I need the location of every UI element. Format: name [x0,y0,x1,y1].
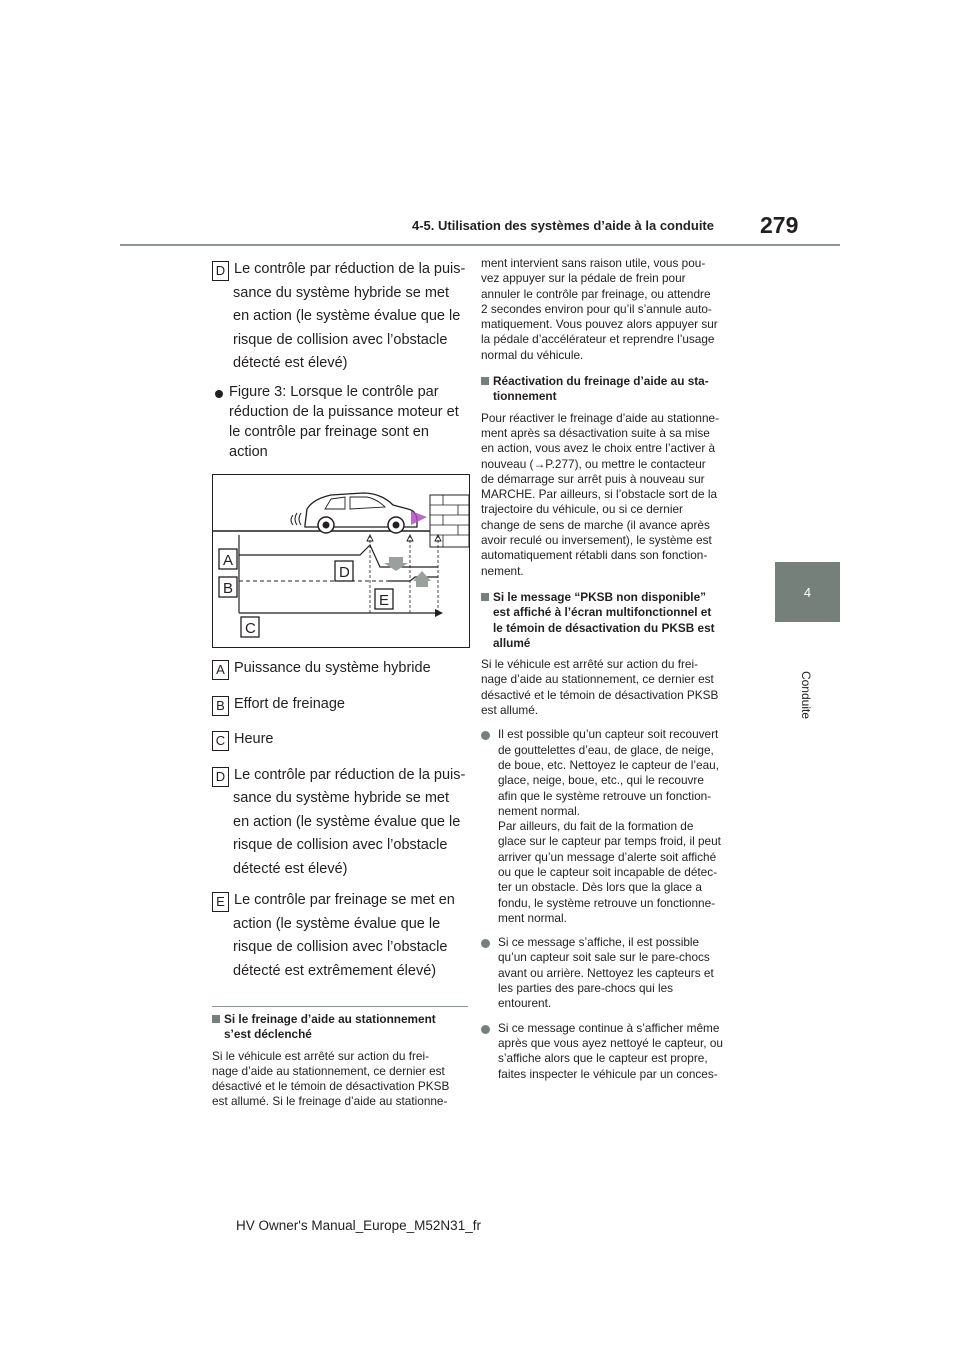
sensor-wave-icon [411,511,427,525]
body-line: est allumé. Si le freinage d’aide au stationne- [212,1094,448,1109]
letter-box-d: D [212,767,229,787]
body-line: vez appuyer sur la pédale de frein pour [481,271,686,286]
body-line: nage d’aide au stationnement, ce dernier est [212,1063,445,1078]
pksb-control-figure [212,474,470,648]
figure-label-e: E [379,592,390,609]
body-line: change de sens de marche (il avance après [481,517,710,532]
body-line: annuler le contrôle par freinage, ou attendre [481,286,711,301]
list-item [481,727,751,926]
footer-text: HV Owner's Manual_Europe_M52N31_fr [236,1218,481,1233]
body-line: avant ou arrière. Nettoyez les capteurs et [498,965,714,980]
body-line: en action, vous avez le choix entre l’activer à [481,441,716,456]
header-rule [120,244,840,246]
body-line: glace sur le capteur par temps froid, il peut [498,834,721,849]
legend-text-a: Puissance du système hybride [234,660,431,676]
body-line: ment après sa désactivation suite à sa mise [481,425,710,440]
body-line: nouveau (→P.277), ou mettre le contacteur [481,456,706,471]
body-line: de boue, etc. Nettoyez le capteur de l’eau, [498,757,720,772]
body-line: Si le véhicule est arrêté sur action du frei- [212,1048,430,1063]
heading-line: le témoin de désactivation du PKSB est [493,620,715,635]
body-line: entourent. [498,996,552,1011]
body-line: nage d’aide au stationnement, ce dernier est [481,672,714,687]
up-arrow-icon [413,571,431,587]
body-line: Par ailleurs, du fait de la formation de [498,819,694,834]
heading-line: s’est déclenché [224,1027,312,1042]
bullet-dot [215,390,223,398]
legend-line-d: risque de collision avec l’obstacle [233,837,448,853]
body-line: nement. [481,563,524,578]
body-line: les parties des pare-chocs qui les [498,981,674,996]
figure-illustration [213,475,469,647]
legend-line-e: détecté est extrêmement élevé) [233,962,437,979]
body-line: afin que le système retrouve un fonction- [498,788,712,803]
heading-line: Réactivation du freinage d’aide au sta- [493,374,709,389]
letter-box-c: C [212,731,229,751]
right-column [481,256,751,1082]
chapter-tab [775,562,840,622]
body-line: ment intervient sans raison utile, vous pou- [481,256,706,270]
body-line: matiquement. Vous pouvez alors appuyer sur [481,317,718,332]
body-line: s’affiche alors que le capteur est propre, [498,1051,708,1066]
top-item-d [212,258,472,376]
letter-box-b: B [212,696,229,716]
body-line: Pour réactiver le freinage d’aide au stationne- [481,410,720,425]
legend-line-e: Le contrôle par freinage se met en [234,892,455,908]
letter-box-e: E [212,892,229,912]
caption-line: le contrôle par freinage sont en [229,424,429,440]
body-line: MARCHE. Par ailleurs, si l’obstacle sort de la [481,487,718,502]
body-line: normal du véhicule. [481,347,584,362]
car-icon [305,493,417,533]
body-line: de démarrage sur arrêt puis à nouveau sur [481,471,705,486]
body-line: désactivé et le témoin de désactivation PKSB [481,687,719,702]
heading-line: Si le freinage d’aide au stationnement [224,1012,436,1026]
body-line: Si ce message s’affiche, il est possible [498,935,700,950]
top-item-line: détecté est élevé) [233,355,348,371]
body-line: de gouttelettes d’eau, de glace, de neige, [498,742,714,757]
figure-label-d: D [339,564,350,581]
letter-box-a: A [212,660,229,680]
square-bullet-icon [212,1015,220,1023]
legend-line-d: détecté est élevé) [233,860,348,877]
legend-line-e: action (le système évalue que le [233,915,441,932]
legend-text-b: Effort de freinage [234,695,345,712]
legend-text-c: Heure [234,731,274,747]
caption-line: réduction de la puissance moteur et [229,404,459,420]
caption-line: Figure 3: Lorsque le contrôle par [229,384,439,400]
top-item-line: en action (le système évalue que le [233,308,461,324]
body-line: Si ce message continue à s’afficher même [498,1020,720,1035]
heading-line: est affiché à l’écran multifonctionnel et [493,605,712,620]
body-line: glace, neige, boue, etc., qui le recouvre [498,773,704,788]
body-line: nement normal. [498,803,580,818]
body-line: est allumé. [481,703,539,718]
body-line: Il est possible qu’un capteur soit recouvert [498,727,719,742]
chapter-label-text: Conduite [799,670,813,720]
square-bullet-icon [481,377,489,385]
section-title: 4-5. Utilisation des systèmes d’aide à la conduite [412,218,714,233]
body-line: Si le véhicule est arrêté sur action du frei- [481,657,699,672]
figure-caption-bullet [212,382,472,462]
chapter-label [766,660,826,720]
heading-line: Si le message “PKSB non disponible” [493,589,707,604]
list-item [481,1021,751,1082]
bullet-dot [481,1025,490,1034]
legend-line-d: en action (le système évalue que le [233,813,461,830]
page-number: 279 [760,212,799,238]
square-bullet-icon [481,593,489,601]
motion-lines-icon [291,513,301,525]
body-line: après que vous ayez nettoyé le capteur, ou [498,1035,723,1050]
down-arrow-icon [384,557,408,571]
legend-line-d: Le contrôle par réduction de la puis- [234,766,466,783]
body-line: ter un obstacle. Dès lors que la glace a [498,880,702,895]
top-item-line: sance du système hybride se met [233,284,449,301]
body-line: trajectoire du véhicule, ou si ce dernier [481,502,683,517]
figure-label-a: A [223,552,234,569]
heading-line: tionnement [493,389,557,404]
body-line: 2 secondes environ pour qu’il s’annule auto- [481,301,712,316]
body-line: faites inspecter le véhicule par un conces- [498,1066,718,1081]
caption-line: action [229,444,268,460]
body-line: automatiquement rétabli dans son fonction- [481,548,708,563]
letter-box-d: D [212,261,229,281]
body-line: la pédale d’accélérateur et reprendre l’usage [481,332,715,347]
heading-line: allumé [493,635,531,650]
body-line: qu’un capteur soit sale sur le pare-chocs [498,950,710,965]
list-item [481,935,751,1011]
body-line: désactivé et le témoin de désactivation PKSB [212,1079,450,1094]
body-line: fondu, le système retrouve un fonctionne- [498,895,716,910]
figure-legend [212,657,472,983]
body-line: arriver qu’un message d’alerte soit affiché [498,849,717,864]
section-freinage-declenche [212,1012,472,1110]
bullet-dot [481,731,490,740]
figure-label-b: B [223,580,234,597]
chapter-number: 4 [803,584,812,600]
body-line: avoir reculé ou inversement), le système est [481,533,712,548]
figure-label-c: C [245,620,256,637]
top-item-line: risque de collision avec l’obstacle [233,331,448,348]
legend-line-e: risque de collision avec l’obstacle [233,939,448,955]
legend-line-d: sance du système hybride se met [233,790,449,806]
body-line: ou que le capteur soit incapable de détec- [498,864,718,879]
top-item-line: Le contrôle par réduction de la puis- [234,261,466,277]
bullet-dot [481,939,490,948]
body-line: ment normal. [498,910,567,925]
section-divider [212,1006,468,1007]
